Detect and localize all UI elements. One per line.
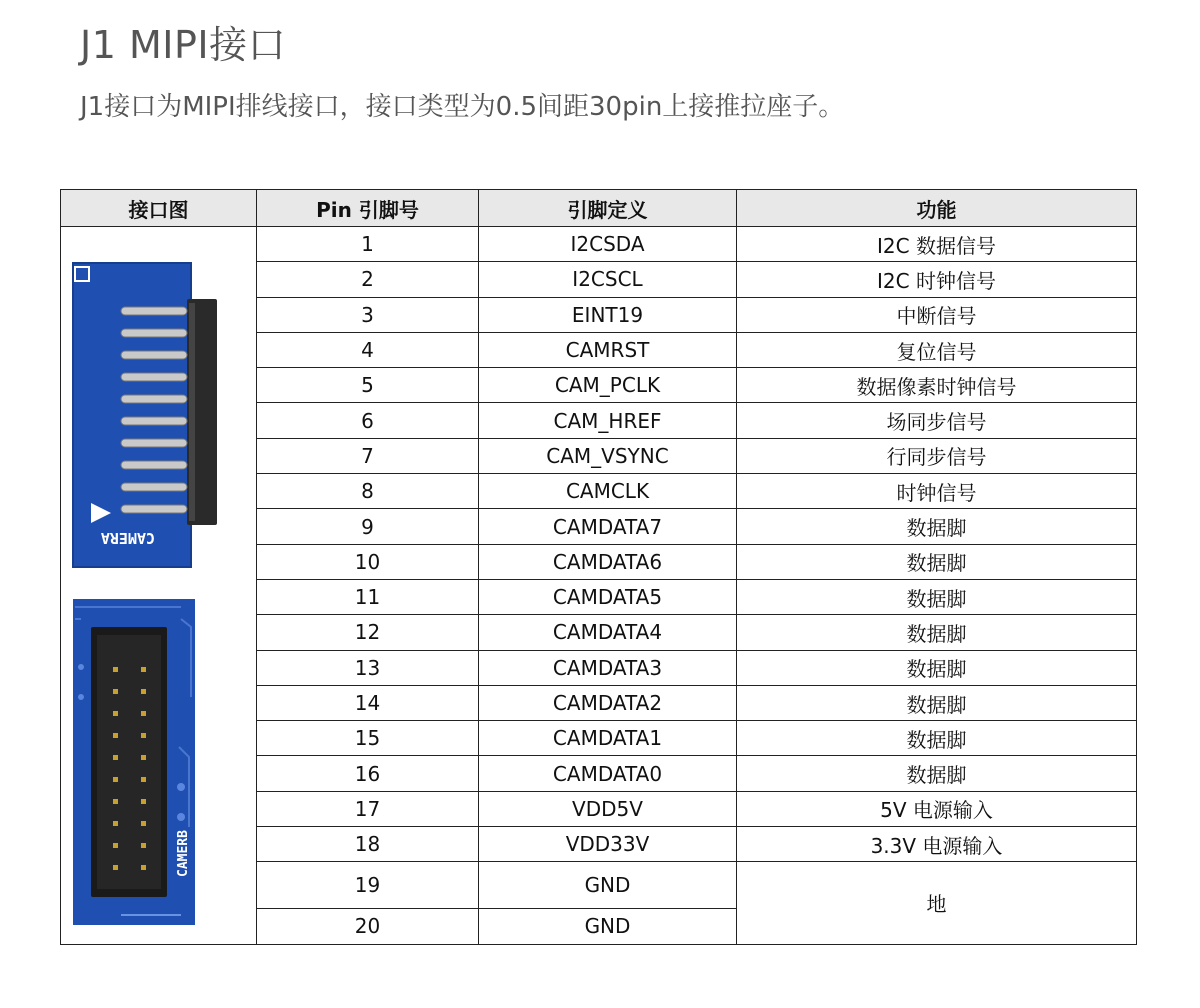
pin-number: 10 [257, 544, 479, 579]
pin-definition: VDD5V [479, 791, 737, 826]
pin-number: 14 [257, 685, 479, 720]
pin-definition: CAMDATA5 [479, 579, 737, 614]
pin-number: 8 [257, 474, 479, 509]
header-image: 接口图 [61, 190, 257, 227]
pin-function: 5V 电源输入 [737, 791, 1137, 826]
pin-definition: EINT19 [479, 297, 737, 332]
pin-function: I2C 数据信号 [737, 227, 1137, 262]
pin-function: 数据脚 [737, 756, 1137, 791]
board-label-camerb: CAMERB [176, 830, 191, 877]
pin-number: 5 [257, 368, 479, 403]
pin-number: 1 [257, 227, 479, 262]
pin-definition: CAMCLK [479, 474, 737, 509]
section-heading: J1 MIPI接口 [80, 23, 287, 67]
table-header-row [61, 190, 1137, 227]
pin-function: 数据脚 [737, 721, 1137, 756]
pin-definition: CAMDATA0 [479, 756, 737, 791]
pin-definition: GND [479, 909, 737, 944]
pin-definition: CAMRST [479, 332, 737, 367]
pin-function: I2C 时钟信号 [737, 262, 1137, 297]
pin-function: 数据脚 [737, 544, 1137, 579]
pin-function: 中断信号 [737, 297, 1137, 332]
header-pin: Pin 引脚号 [257, 190, 479, 227]
camera-connector-side-photo [73, 263, 217, 567]
pin-function: 数据像素时钟信号 [737, 368, 1137, 403]
pin-definition: CAMDATA6 [479, 544, 737, 579]
pin-number: 11 [257, 579, 479, 614]
pin-number: 20 [257, 909, 479, 944]
header-definition: 引脚定义 [479, 190, 737, 227]
pin-number: 12 [257, 615, 479, 650]
pin-definition: I2CSCL [479, 262, 737, 297]
pin-number: 4 [257, 332, 479, 367]
pin-function-merged: 地 [737, 862, 1137, 944]
connector-image-cell [61, 227, 257, 945]
pin-number: 13 [257, 650, 479, 685]
header-function: 功能 [737, 190, 1137, 227]
pin-function: 数据脚 [737, 650, 1137, 685]
pin-number: 7 [257, 438, 479, 473]
pin-number: 15 [257, 721, 479, 756]
pin-number: 3 [257, 297, 479, 332]
pin-function: 数据脚 [737, 509, 1137, 544]
pin-definition: CAMDATA7 [479, 509, 737, 544]
board-label-camera: CAMERA [100, 529, 155, 547]
pin-number: 2 [257, 262, 479, 297]
pin-number: 18 [257, 827, 479, 862]
pin-function: 3.3V 电源输入 [737, 827, 1137, 862]
pin-number: 9 [257, 509, 479, 544]
pin-definition: GND [479, 862, 737, 909]
connector-photos [61, 227, 257, 947]
pin-definition: CAM_VSYNC [479, 438, 737, 473]
pin-definition: CAM_PCLK [479, 368, 737, 403]
intro-text: J1接口为MIPI排线接口，接口类型为0.5间距30pin上接推拉座子。 [80, 92, 845, 122]
pin-definition: VDD33V [479, 827, 737, 862]
table-row [61, 227, 1137, 262]
camerb-header-photo [73, 599, 195, 925]
pin-function: 数据脚 [737, 685, 1137, 720]
pin-definition: CAMDATA2 [479, 685, 737, 720]
pin-number: 17 [257, 791, 479, 826]
pin-function: 时钟信号 [737, 474, 1137, 509]
pin-function: 复位信号 [737, 332, 1137, 367]
pin-number: 19 [257, 862, 479, 909]
pin-definition: CAMDATA4 [479, 615, 737, 650]
pin-definition: CAM_HREF [479, 403, 737, 438]
pin-number: 6 [257, 403, 479, 438]
pin-definition: CAMDATA1 [479, 721, 737, 756]
pin-function: 行同步信号 [737, 438, 1137, 473]
pin-function: 数据脚 [737, 615, 1137, 650]
pin-table [60, 189, 1137, 945]
pin-number: 16 [257, 756, 479, 791]
pin-function: 数据脚 [737, 579, 1137, 614]
pin-function: 场同步信号 [737, 403, 1137, 438]
pin-definition: CAMDATA3 [479, 650, 737, 685]
pin-definition: I2CSDA [479, 227, 737, 262]
